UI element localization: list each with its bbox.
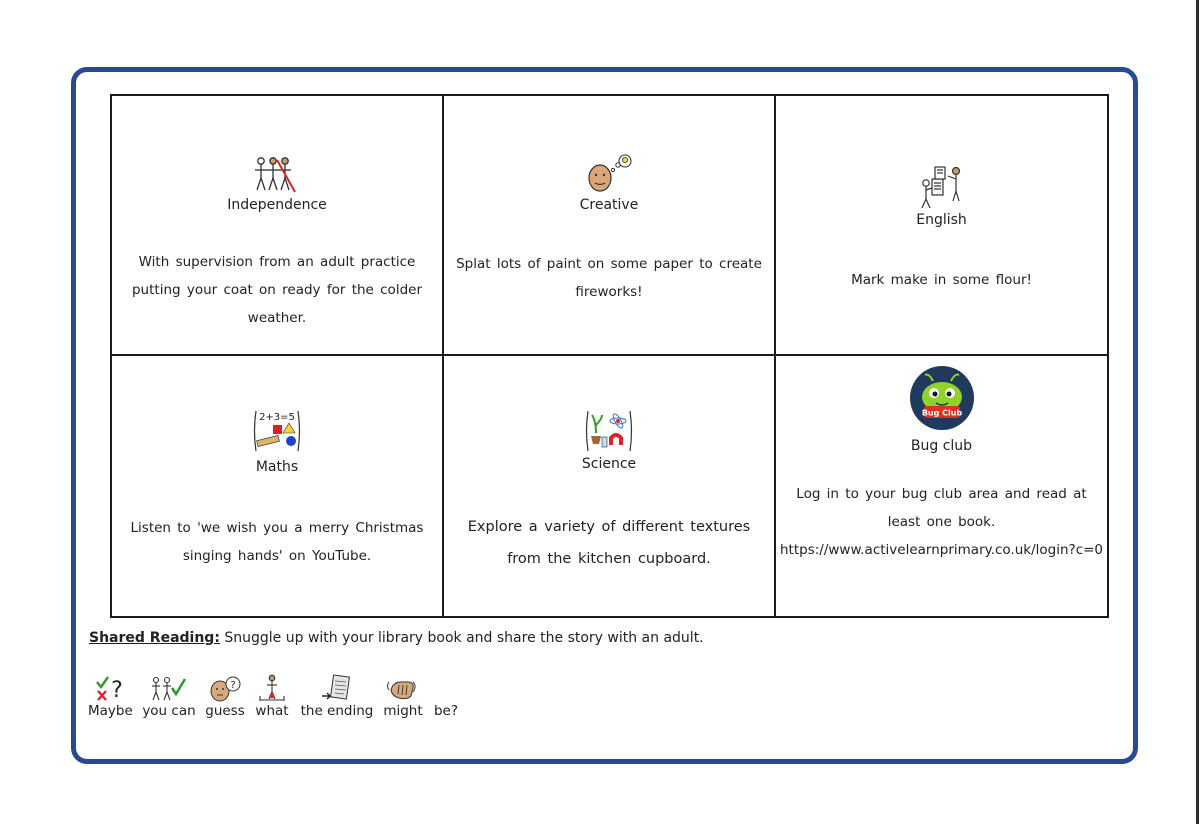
what-symbol-icon — [257, 674, 287, 702]
bug-club-cell — [776, 356, 1107, 616]
cell-title: Maths — [255, 459, 299, 475]
shared-reading-label: Shared Reading: — [89, 630, 220, 646]
cell-text: Listen to 'we wish you a merry Christmas singing hands' on YouTube. — [130, 520, 424, 564]
svg-text:?: ? — [230, 680, 236, 691]
symbol-word — [382, 672, 424, 719]
maths-icon — [252, 409, 302, 453]
cell-text: Log in to your bug club area and read at least one book. — [796, 486, 1087, 530]
word-text: might — [383, 703, 423, 719]
cell-title: Science — [581, 456, 637, 472]
cell-text: Splat lots of paint on some paper to create fireworks! — [456, 256, 762, 300]
word-text: guess — [205, 703, 245, 719]
you-can-symbol-icon — [151, 676, 187, 702]
svg-text:?: ? — [111, 678, 123, 702]
word-text: be? — [433, 703, 459, 719]
the-ending-symbol-icon — [320, 674, 354, 702]
english-writing-icon — [918, 165, 966, 209]
cell-title: Creative — [579, 197, 639, 213]
independence-cell — [112, 96, 444, 356]
symbol-word — [88, 672, 132, 719]
maths-equation-text: 2+3=5 — [259, 412, 295, 423]
shared-reading-text: Snuggle up with your library book and share the story with an adult. — [224, 630, 704, 646]
creative-idea-icon — [585, 154, 633, 194]
symbol-word — [205, 672, 245, 719]
cell-text: Mark make in some flour! — [851, 272, 1032, 288]
cell-text: With supervision from an adult practice putting your coat on ready for the colder weather. — [131, 254, 422, 326]
cell-title: Independence — [227, 197, 327, 213]
word-text: Maybe — [88, 703, 133, 719]
science-icon — [584, 409, 634, 453]
page-edge-line — [1196, 0, 1199, 824]
cell-title: English — [916, 212, 967, 228]
symbol-word — [254, 672, 290, 719]
creative-cell — [444, 96, 776, 356]
shared-reading — [89, 630, 704, 646]
bug-club-logo-text: Bug Club — [921, 408, 962, 418]
english-cell — [776, 96, 1107, 356]
bug-club-link[interactable]: https://www.activelearnprimary.co.uk/login?c=0 — [779, 542, 1104, 558]
independence-icon — [253, 156, 301, 196]
word-text: the ending — [300, 703, 374, 719]
word-text: what — [255, 703, 289, 719]
might-symbol-icon — [387, 676, 419, 702]
symbol-word — [431, 672, 461, 719]
maths-cell — [112, 356, 444, 616]
guess-symbol-icon — [209, 676, 241, 702]
maybe-symbol-icon — [94, 674, 126, 702]
cell-text: Explore a variety of different textures from the kitchen cupboard. — [467, 519, 751, 567]
symbol-word — [141, 672, 197, 719]
bug-club-logo — [909, 365, 975, 431]
symbol-word — [299, 672, 375, 719]
science-cell — [444, 356, 776, 616]
word-text: you can — [142, 703, 196, 719]
cell-title: Bug club — [910, 438, 973, 454]
activity-grid — [110, 94, 1109, 618]
